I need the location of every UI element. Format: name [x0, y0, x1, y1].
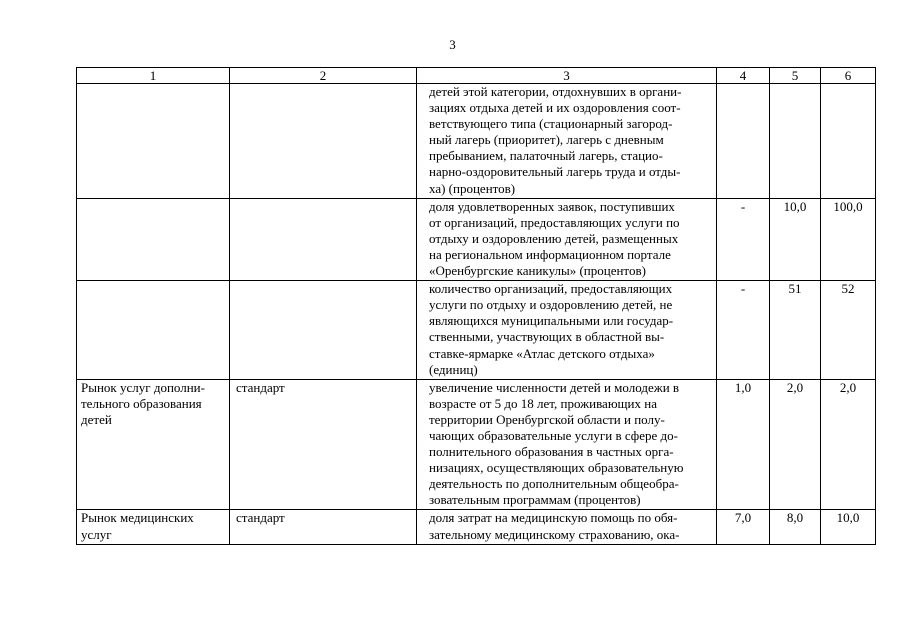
indicator-cell [417, 379, 717, 510]
value-cell-6: 52 [821, 281, 876, 380]
standard-cell: стандарт [230, 379, 417, 510]
indicator-cell [417, 84, 717, 199]
indicator-cell-line: являющихся муниципальными или государ- [429, 313, 674, 329]
market-cell-line: услуг [81, 526, 112, 542]
indicator-cell-line: ха) (процентов) [429, 180, 516, 196]
indicators-table [76, 67, 876, 545]
market-cell-line: Рынок услуг дополни- [81, 379, 205, 395]
column-number-3: 3 [417, 68, 717, 84]
indicator-cell-line: детей этой категории, отдохнувших в органи- [429, 84, 682, 99]
indicator-cell-line: зательному медицинскому страхованию, ока- [429, 526, 680, 542]
indicator-cell-line: зациях отдыха детей и их оздоровления соот- [429, 100, 681, 116]
table-body [77, 68, 876, 545]
indicator-cell-line: количество организаций, предоставляющих [429, 281, 673, 297]
indicator-cell-line: чающих образовательные услуги в сфере до- [429, 427, 678, 443]
value-cell-6: 10,0 [821, 510, 876, 544]
value-cell-4 [717, 84, 770, 199]
table-row [77, 281, 876, 380]
standard-cell [230, 84, 417, 199]
value-cell-4: - [717, 198, 770, 280]
indicator-cell [417, 198, 717, 280]
market-cell [77, 510, 230, 544]
standard-cell: стандарт [230, 510, 417, 544]
value-cell-5 [770, 84, 821, 199]
column-number-4: 4 [717, 68, 770, 84]
column-number-5: 5 [770, 68, 821, 84]
column-number-6: 6 [821, 68, 876, 84]
indicator-cell [417, 510, 717, 544]
page-number: 3 [449, 37, 456, 52]
column-number-1: 1 [77, 68, 230, 84]
market-cell [77, 379, 230, 510]
value-cell-6 [821, 84, 876, 199]
indicator-cell-line: отдыху и оздоровлению детей, размещенных [429, 230, 679, 246]
indicator-cell-line: доля затрат на медицинскую помощь по обя- [429, 510, 678, 526]
market-cell-line: детей [81, 411, 112, 427]
indicator-cell-line: низациях, осуществляющих образовательную [429, 460, 684, 476]
value-cell-4: - [717, 281, 770, 380]
indicator-cell-line: ный лагерь (приоритет), лагерь с дневным [429, 132, 664, 148]
indicator-cell-line: на региональном информационном портале [429, 246, 671, 262]
indicator-cell-line: зовательным программам (процентов) [429, 492, 641, 508]
standard-cell [230, 281, 417, 380]
table-row [77, 510, 876, 544]
value-cell-5: 51 [770, 281, 821, 380]
value-cell-5: 10,0 [770, 198, 821, 280]
market-cell [77, 198, 230, 280]
table-row [77, 84, 876, 199]
column-number-2: 2 [230, 68, 417, 84]
indicator-cell-line: территории Оренбургской области и полу- [429, 411, 665, 427]
column-number-row [77, 68, 876, 84]
indicator-cell [417, 281, 717, 380]
market-cell-line: тельного образования [81, 395, 202, 411]
indicator-cell-line: ственными, участвующих в областной вы- [429, 329, 665, 345]
indicator-cell-line: ставке-ярмарке «Атлас детского отдыха» [429, 345, 655, 361]
market-cell [77, 281, 230, 380]
value-cell-6: 100,0 [821, 198, 876, 280]
standard-cell [230, 198, 417, 280]
indicator-cell-line: ветствующего типа (стационарный загород- [429, 116, 673, 132]
indicator-cell-line: увеличение численности детей и молодежи в [429, 379, 680, 395]
indicator-cell-line: доля удовлетворенных заявок, поступивших [429, 198, 675, 214]
value-cell-4: 7,0 [717, 510, 770, 544]
value-cell-6: 2,0 [821, 379, 876, 510]
table-row [77, 198, 876, 280]
market-cell [77, 84, 230, 199]
indicator-cell-line: возрасте от 5 до 18 лет, проживающих на [429, 395, 657, 411]
indicator-cell-line: деятельность по дополнительным общеобра- [429, 476, 679, 492]
indicator-cell-line: «Оренбургские каникулы» (процентов) [429, 263, 646, 279]
indicator-cell-line: полнительного образования в частных орга- [429, 444, 674, 460]
value-cell-4: 1,0 [717, 379, 770, 510]
indicator-cell-line: от организаций, предоставляющих услуги по [429, 214, 680, 230]
market-cell-line: Рынок медицинских [81, 510, 194, 526]
indicator-cell-line: нарно-оздоровительный лагерь труда и отды- [429, 164, 681, 180]
indicator-cell-line: (единиц) [429, 361, 478, 377]
indicator-cell-line: пребыванием, палаточный лагерь, стацио- [429, 148, 663, 164]
value-cell-5: 2,0 [770, 379, 821, 510]
value-cell-5: 8,0 [770, 510, 821, 544]
table-row [77, 379, 876, 510]
indicator-cell-line: услуги по отдыху и оздоровлению детей, не [429, 297, 673, 313]
